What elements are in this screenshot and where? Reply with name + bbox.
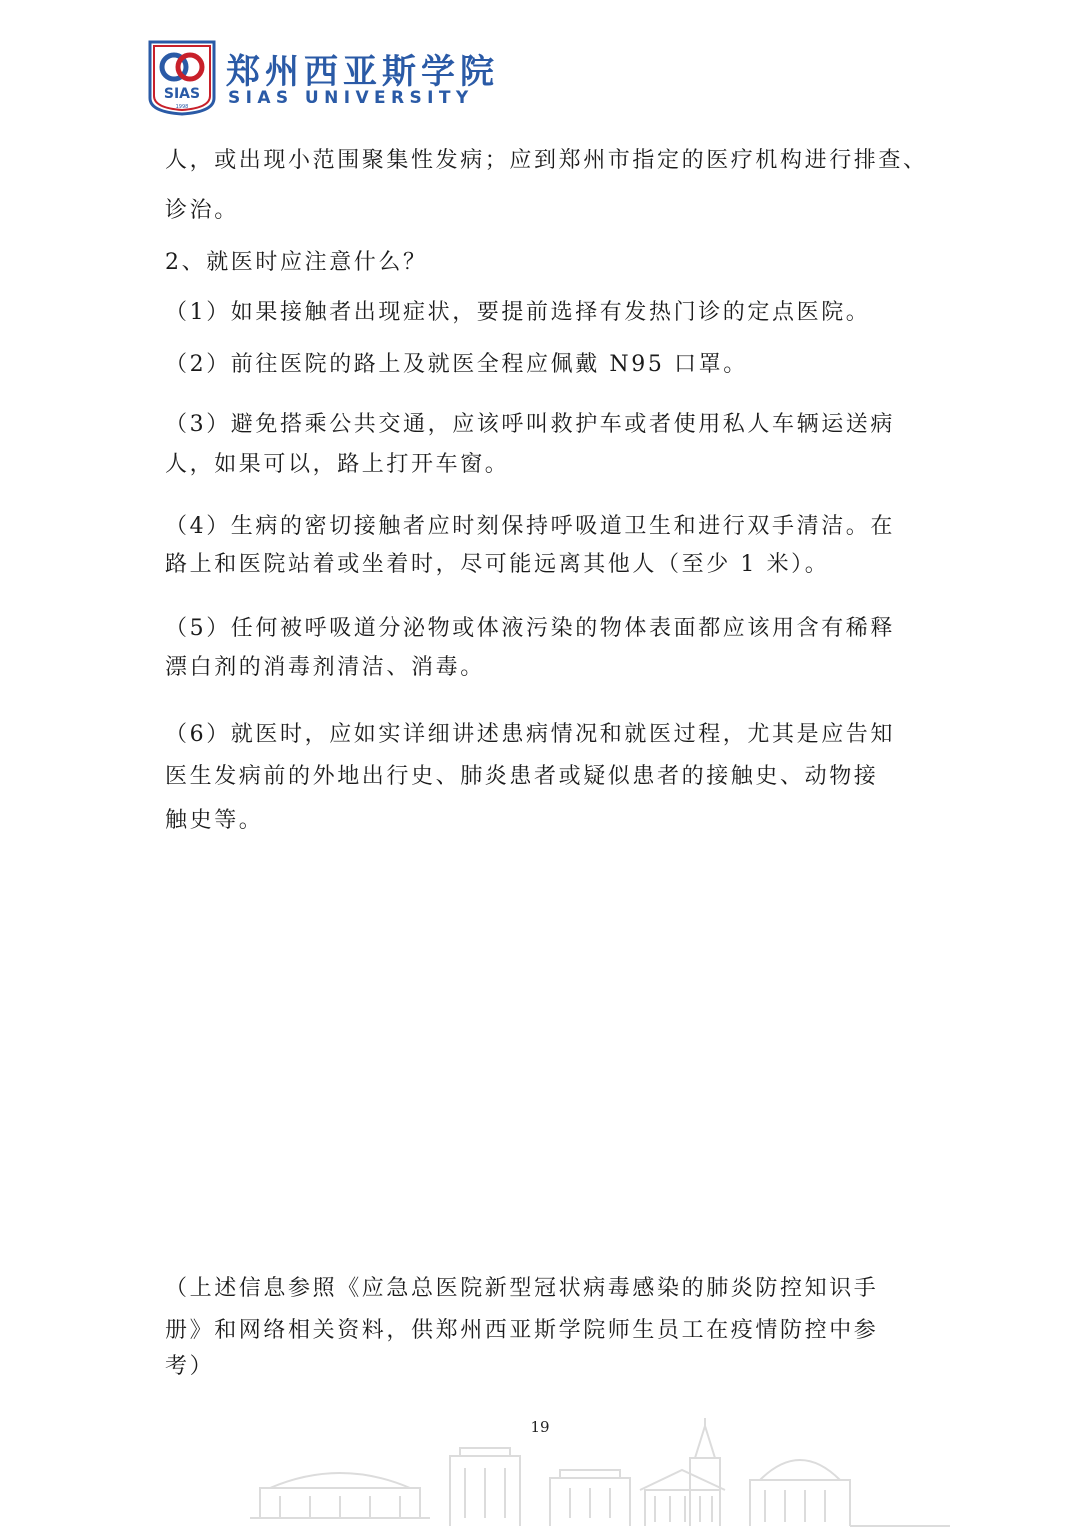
list-item-2: （2）前往医院的路上及就医全程应佩戴 N95 口罩。 bbox=[165, 352, 748, 377]
list-item-6-line-1: （6）就医时，应如实详细讲述患病情况和就医过程，尤其是应告知 bbox=[165, 722, 895, 747]
list-item-1: （1）如果接触者出现症状，要提前选择有发热门诊的定点医院。 bbox=[165, 300, 871, 325]
list-item-3-line-1: （3）避免搭乘公共交通，应该呼叫救护车或者使用私人车辆运送病 bbox=[165, 412, 895, 437]
list-item-6-line-2: 医生发病前的外地出行史、肺炎患者或疑似患者的接触史、动物接 bbox=[165, 764, 879, 789]
list-item-6-line-3: 触史等。 bbox=[165, 808, 264, 833]
intro-line-2: 诊治。 bbox=[165, 198, 239, 223]
footnote-line-3: 考） bbox=[165, 1354, 215, 1379]
list-item-5-line-2: 漂白剂的消毒剂清洁、消毒。 bbox=[165, 655, 485, 680]
list-item-5-line-1: （5）任何被呼吸道分泌物或体液污染的物体表面都应该用含有稀释 bbox=[165, 616, 895, 641]
footnote-line-1: （上述信息参照《应急总医院新型冠状病毒感染的肺炎防控知识手 bbox=[165, 1276, 879, 1301]
sias-crest-icon bbox=[148, 40, 216, 116]
list-item-4-line-1: （4）生病的密切接触者应时刻保持呼吸道卫生和进行双手清洁。在 bbox=[165, 514, 895, 539]
crest-text: SIAS bbox=[163, 86, 201, 102]
list-item-4-line-2: 路上和医院站着或坐着时，尽可能远离其他人（至少 1 米）。 bbox=[165, 552, 830, 577]
crest-year: 1998 bbox=[175, 104, 189, 110]
university-logo bbox=[148, 40, 499, 116]
page-number: 19 bbox=[530, 1418, 550, 1436]
list-item-3-line-2: 人，如果可以，路上打开车窗。 bbox=[165, 452, 510, 477]
footnote-line-2: 册》和网络相关资料，供郑州西亚斯学院师生员工在疫情防控中参 bbox=[165, 1318, 879, 1343]
university-name-en: SIAS UNIVERSITY bbox=[228, 88, 474, 108]
intro-line-1: 人，或出现小范围聚集性发病；应到郑州市指定的医疗机构进行排查、 bbox=[165, 148, 928, 173]
section-question: 2、就医时应注意什么？ bbox=[165, 250, 428, 275]
university-name-cn: 郑州西亚斯学院 bbox=[226, 52, 499, 92]
